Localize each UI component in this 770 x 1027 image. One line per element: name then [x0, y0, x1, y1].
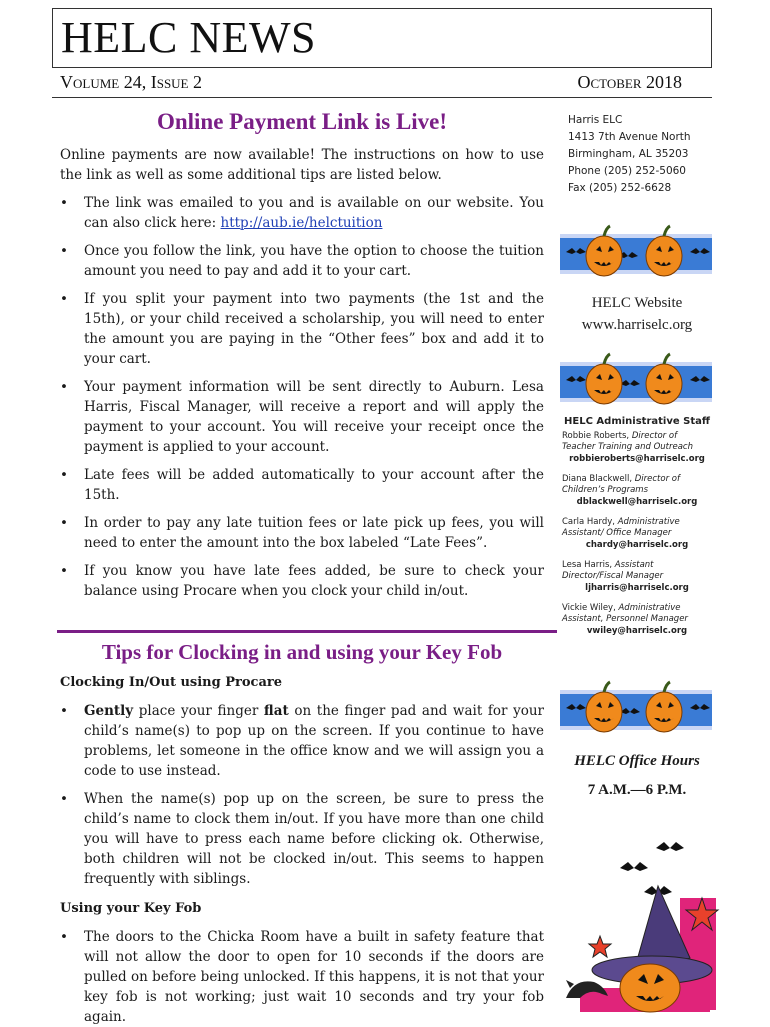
subhead-procare: Clocking In/Out using Procare: [60, 675, 283, 690]
staff-email[interactable]: vwiley@harriselc.org: [586, 626, 688, 636]
list-item: • When the name(s) pop up on the screen, be sure to press the child’s name to clock them in/out. If you have more than one child you will have to press each name before clicking ok. Otherwise, both children will not be clocked in/out. This seems to happen frequently with siblings.: [60, 789, 544, 889]
procare-tips-list: [60, 701, 544, 889]
payment-tips-list: [60, 193, 544, 601]
pumpkin-banner-icon: [560, 340, 712, 410]
article-online-payment: [60, 104, 544, 601]
website-block: [562, 292, 712, 336]
staff-entry: Lesa Harris, Assistant Director/Fiscal Manager ljharris@harriselc.org: [562, 560, 712, 594]
witch-hat-pumpkin-icon: [560, 838, 720, 1016]
website-url[interactable]: www.harriselc.org: [581, 317, 693, 333]
list-item: • Your payment information will be sent directly to Auburn. Lesa Harris, Fiscal Manager, will receive a report and will apply the payment to your account. You will receive your receipt once the payment is applied to your account.: [60, 377, 544, 457]
staff-email[interactable]: dblackwell@harriselc.org: [576, 497, 698, 507]
office-hours-title: HELC Office Hours: [574, 753, 700, 769]
staff-entry: Vickie Wiley, Administrative Assistant, Personnel Manager vwiley@harriselc.org: [562, 603, 712, 637]
headline-online-payment: Online Payment Link is Live!: [156, 109, 448, 134]
office-hours-time: 7 A.M.—6 P.M.: [587, 782, 687, 798]
section-divider: [57, 630, 557, 633]
headline-key-fob: Tips for Clocking in and using your Key Fob: [101, 640, 503, 664]
website-label: HELC Website: [591, 295, 683, 311]
staff-email[interactable]: ljharris@harriselc.org: [585, 583, 689, 593]
staff-entry: Robbie Roberts, Director of Teacher Training and Outreach robbieroberts@harriselc.org: [562, 431, 712, 465]
list-item: • The link was emailed to you and is available on our website. You can also click here: http://aub.ie/helctuition: [60, 193, 544, 233]
list-item: • If you know you have late fees added, be sure to check your balance using Procare when you clock your child in/out.: [60, 561, 544, 601]
subhead-key-fob: Using your Key Fob: [60, 901, 202, 916]
staff-directory: [562, 416, 712, 646]
list-item: • Once you follow the link, you have the option to choose the tuition amount you need to pay and add it to your cart.: [60, 241, 544, 281]
sidebar-address: [562, 112, 712, 197]
list-item: • Late fees will be added automatically to your account after the 15th.: [60, 465, 544, 505]
tuition-link[interactable]: http://aub.ie/helctuition: [220, 215, 383, 231]
issue-date: October 2018: [577, 72, 682, 92]
newsletter-title: HELC NEWS: [61, 13, 317, 62]
intro-paragraph: Online payments are now available! The instructions on how to use the link as well as some additional tips are listed below.: [60, 147, 544, 183]
address-block: Harris ELC 1413 7th Avenue North Birmingham, AL 35203 Phone (205) 252-5060 Fax (205) 252-6628: [568, 114, 691, 194]
volume-issue: Volume 24, Issue 2: [60, 72, 202, 92]
staff-email[interactable]: robbieroberts@harriselc.org: [569, 454, 705, 464]
staff-email[interactable]: chardy@harriselc.org: [585, 540, 689, 550]
key-fob-list: [60, 927, 544, 1027]
list-item: • Gently place your finger flat on the finger pad and wait for your child’s name(s) to pop up on the screen. If you continue to have problems, let someone in the office know and we will assign you a code to use instead.: [60, 701, 544, 781]
list-item: • In order to pay any late tuition fees or late pick up fees, you will need to enter the amount into the box labeled “Late Fees”.: [60, 513, 544, 553]
pumpkin-banner-icon: [560, 668, 712, 738]
staff-entry: Carla Hardy, Administrative Assistant/ Office Manager chardy@harriselc.org: [562, 517, 712, 551]
issue-bar: [52, 68, 712, 98]
staff-title: HELC Administrative Staff: [564, 416, 710, 427]
pumpkin-banner-icon: [560, 212, 712, 282]
list-item: • If you split your payment into two payments (the 1st and the 15th), or your child received a scholarship, you will need to enter the amount you are paying in the “Other fees” box and add it to your cart.: [60, 289, 544, 369]
article-key-fob: [60, 640, 544, 1027]
staff-entry: Diana Blackwell, Director of Children’s Programs dblackwell@harriselc.org: [562, 474, 712, 508]
masthead: [52, 8, 712, 68]
list-item: • The doors to the Chicka Room have a built in safety feature that will not allow the door to open for 10 seconds if the doors are pulled on before being unlocked. If this happens, it is not that your key fob is not working; just wait 10 seconds and try your fob again.: [60, 927, 544, 1027]
